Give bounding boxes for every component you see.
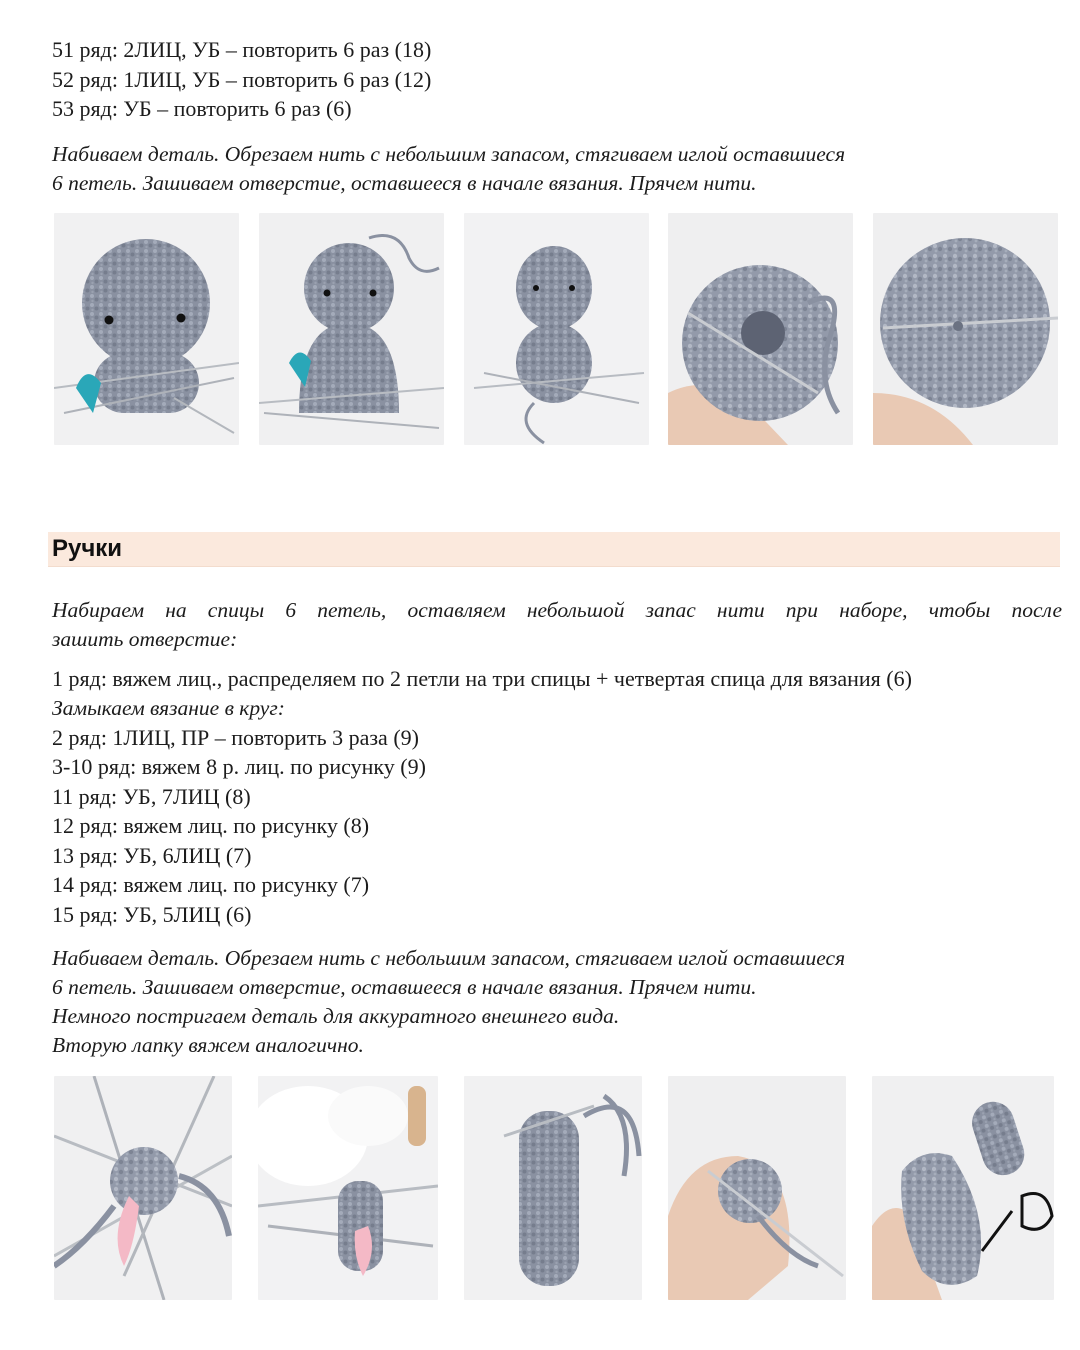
section-header-hands [48,532,1060,567]
photo-row-head [54,213,1058,445]
row-52: 52 ряд: 1ЛИЦ, УБ – повторить 6 раз (12) [52,66,432,92]
row-13: 13 ряд: УБ, 6ЛИЦ (7) [52,842,252,868]
row-12: 12 ряд: вяжем лиц. по рисунку (8) [52,813,370,838]
rows-block-1 [52,35,1062,124]
section-title: Ручки [52,535,123,562]
note-line: 6 петель. Зашиваем отверстие, оставшееся в начале вязания. Прячем нити. [52,975,757,999]
photo-head-step-1 [54,213,239,445]
photo-hand-step-4 [668,1076,846,1300]
photo-head-step-3 [464,213,649,445]
note-line: Набиваем деталь. Обрезаем нить с небольшим запасом, стягиваем иглой оставшиеся [52,142,846,166]
intro-line: зашить отверстие: [52,627,238,651]
join-note: Замыкаем вязание в круг: [52,695,285,720]
note-block-1 [52,140,1062,198]
photo-row-hands [54,1076,1054,1308]
note-block-2 [52,944,1062,1060]
note-line: Набиваем деталь. Обрезаем нить с небольшим запасом, стягиваем иглой оставшиеся [52,946,846,970]
photo-head-step-5 [873,213,1058,445]
intro-line: Набираем на спицы 6 петель, оставляем небольшой запас нити при наборе, чтобы после [52,598,1062,622]
row-14: 14 ряд: вяжем лиц. по рисунку (7) [52,872,370,897]
rows-block-2 [52,664,1062,929]
note-line: Немного постригаем деталь для аккуратного внешнего вида. [52,1004,620,1028]
photo-hand-step-5 [872,1076,1054,1300]
row-2: 2 ряд: 1ЛИЦ, ПР – повторить 3 раза (9) [52,724,419,750]
photo-head-step-4 [668,213,853,445]
row-11: 11 ряд: УБ, 7ЛИЦ (8) [52,783,251,809]
photo-hand-step-2 [258,1076,438,1300]
photo-head-step-2 [259,213,444,445]
photo-hand-step-3 [464,1076,642,1300]
row-1: 1 ряд: вяжем лиц., распределяем по 2 петли на три спицы + четвертая спица для вязания (6) [52,666,912,691]
intro-block [52,596,1062,654]
row-3-10: 3-10 ряд: вяжем 8 р. лиц. по рисунку (9) [52,754,426,779]
row-15: 15 ряд: УБ, 5ЛИЦ (6) [52,901,252,927]
photo-hand-step-1 [54,1076,232,1300]
row-51: 51 ряд: 2ЛИЦ, УБ – повторить 6 раз (18) [52,37,432,62]
note-line: 6 петель. Зашиваем отверстие, оставшееся в начале вязания. Прячем нити. [52,171,757,195]
row-53: 53 ряд: УБ – повторить 6 раз (6) [52,96,352,121]
note-line: Вторую лапку вяжем аналогично. [52,1033,364,1057]
